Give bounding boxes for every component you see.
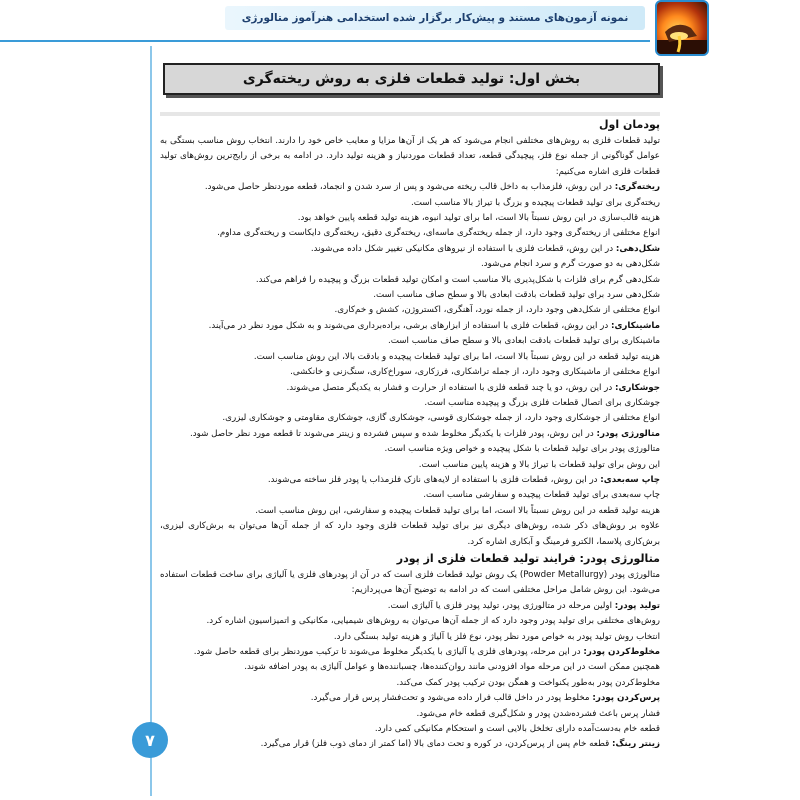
pm-english-term: (Powder Metallurgy) — [519, 569, 608, 580]
line-text: هزینه قالب‌سازی در این روش نسبتاً بالا است، اما برای تولید انبوه، هزینه تولید قطعه پایین خواهد بود. — [297, 213, 660, 224]
line-text: در این روش، فلزمذاب به داخل قالب ریخته می‌شود و پس از سرد شدن و انجماد، قطعه موردنظر حاصل می‌شود. — [204, 182, 615, 193]
text-line — [160, 645, 660, 660]
pm-steps-list — [160, 599, 660, 753]
line-text: این روش برای تولید قطعات با تیراژ بالا و هزینه پایین مناسب است. — [418, 459, 660, 470]
header-rule — [0, 40, 650, 42]
text-line — [160, 707, 660, 722]
line-text: مخلوط‌کردن پودر به‌طور یکنواخت و همگن بودن ترکیب پودر کمک می‌کند. — [396, 677, 660, 688]
term-label: چاپ سه‌بعدی: — [600, 474, 660, 485]
intro-paragraph: تولید قطعات فلزی به روش‌های مختلفی انجام می‌شود که هر یک از آن‌ها مزایا و معایب خاص خود را دارند. انتخاب روش مناسب بستگی به عوامل گوناگونی از جمله نوع فلز، پیچیدگی قطعه، تعداد قطعات موردنیاز و هزینه تولید دارد. در ادامه به برخی از رایج‌ترین روش‌های تولید قطعات فلزی اشاره می‌کنیم: — [160, 136, 660, 177]
text-line — [160, 257, 660, 272]
subheading-powder-metallurgy: متالورژی پودر: فرایند تولید قطعات فلزی از پودر — [396, 551, 660, 565]
line-text: اولین مرحله در متالورژی پودر، تولید پودر فلزی یا آلیاژی است. — [387, 600, 615, 611]
line-text: انواع مختلفی از ماشینکاری وجود دارد، از جمله تراشکاری، فرزکاری، سوراخ‌کاری، سنگ‌زنی و خانکشی. — [290, 367, 660, 378]
section-title: بخش اول: تولید قطعات فلزی به روش ریخته‌گری — [242, 71, 581, 87]
header-banner — [225, 6, 645, 30]
term-label: پرس‌کردن پودر: — [592, 693, 660, 704]
text-line — [160, 211, 660, 226]
text-line — [160, 504, 660, 519]
term-label: جوشکاری: — [614, 382, 660, 393]
main-content — [160, 112, 660, 797]
text-line — [160, 458, 660, 473]
term-label: مخلوط‌کردن پودر: — [583, 647, 660, 657]
pm-intro-start: متالورژی پودر — [607, 569, 660, 580]
line-text: شکل‌دهی سرد برای تولید قطعات بادقت ابعادی بالا و سطح صاف مناسب است. — [373, 290, 660, 301]
text-line — [160, 365, 660, 380]
line-text: در این روش، قطعات فلزی با استفاده از ابزارهای برشی، براده‌برداری می‌شوند و به شکل مورد نظر در می‌آیند. — [208, 320, 611, 331]
foundry-photo — [655, 0, 709, 56]
text-line — [160, 599, 660, 614]
text-line — [160, 226, 660, 241]
line-text: ماشینکاری برای تولید قطعات بادقت ابعادی بالا و سطح صاف مناسب است. — [387, 336, 660, 347]
term-label: ماشینکاری: — [610, 320, 660, 331]
line-text: روش‌های مختلفی برای تولید پودر وجود دارد که از جمله آن‌ها می‌توان به روش‌های شیمیایی، مکانیکی و اتمیزاسیون اشاره کرد. — [206, 616, 660, 627]
line-text: قطعه خام به‌دست‌آمده دارای تخلخل بالایی است و استحکام مکانیکی کمی دارد. — [374, 724, 660, 735]
pm-intro-end: یک روش تولید قطعات فلزی است که در آن از پودرهای فلزی یا آلیاژی برای ساخت قطعات استفاده می‌شود. این روش شامل مراحل مختلفی است که در ادامه به توضیح آن‌ها می‌پردازیم: — [160, 569, 660, 596]
text-line — [160, 196, 660, 211]
term-label: تولید پودر: — [614, 600, 660, 611]
term-label: زینتر رینگ: — [612, 739, 660, 750]
text-line — [160, 442, 660, 457]
line-text: متالورژی پودر برای تولید قطعات با شکل پیچیده و خواص ویژه مناسب است. — [384, 444, 660, 455]
text-line — [160, 396, 660, 411]
line-text: قطعه خام پس از پرس‌کردن، در کوره و تحت دمای بالا (اما کمتر از دمای ذوب فلز) قرار می‌گیرد. — [260, 739, 613, 750]
text-line — [160, 473, 660, 488]
text-line — [160, 319, 660, 334]
line-text: در این روش، دو یا چند قطعه فلزی با استفاده از حرارت و فشار به یکدیگر متصل می‌شوند. — [286, 382, 615, 393]
line-text: در این روش، قطعات فلزی با استفاده از نیروهای مکانیکی تغییر شکل داده می‌شوند. — [310, 243, 616, 254]
text-line — [160, 676, 660, 691]
page-header — [0, 0, 800, 44]
text-line — [160, 691, 660, 706]
text-line — [160, 660, 660, 675]
content-top-bar — [160, 112, 660, 116]
text-line — [160, 288, 660, 303]
line-text: در این مرحله، پودرهای فلزی یا آلیاژی با یکدیگر مخلوط می‌شوند تا ترکیب موردنظر برای قطعه حاصل شود. — [193, 647, 584, 657]
methods-list — [160, 180, 660, 519]
line-text: انواع مختلفی از ریخته‌گری وجود دارد، از جمله ریخته‌گری ماسه‌ای، ریخته‌گری دقیق، ریخته‌گری دایکاست و ریخته‌گری مداوم. — [217, 228, 660, 239]
section-heading — [163, 63, 660, 95]
text-line — [160, 488, 660, 503]
text-line — [160, 630, 660, 645]
line-text: انواع مختلفی از جوشکاری وجود دارد، از جمله جوشکاری قوسی، جوشکاری گازی، جوشکاری مقاومتی و جوشکاری لیزری. — [222, 413, 660, 424]
text-line — [160, 411, 660, 426]
text-line — [160, 303, 660, 318]
line-text: مخلوط پودر در داخل قالب فرار داده می‌شود و تحت‌فشار پرس قرار می‌گیرد. — [310, 693, 593, 704]
text-line — [160, 273, 660, 288]
line-text: ریخته‌گری برای تولید قطعات پیچیده و بزرگ با تیراژ بالا مناسب است. — [410, 197, 660, 208]
line-text: شکل‌دهی به دو صورت گرم و سرد انجام می‌شود. — [480, 259, 660, 270]
line-text: انواع مختلفی از شکل‌دهی وجود دارد، از جمله نورد، آهنگری، اکستروژن، کشش و خم‌کاری. — [334, 305, 660, 316]
text-line — [160, 242, 660, 257]
header-title: نمونه آزمون‌های مستند و پیش‌کار برگزار شده استخدامی هنرآموز متالورژی — [241, 12, 629, 24]
term-label: متالورژی پودر: — [596, 428, 660, 439]
line-text: هزینه تولید قطعه در این روش نسبتاً بالا است، اما برای تولید قطعات پیچیده و بادقت بالا، این روش مناسب است. — [253, 351, 660, 362]
line-text: هزینه تولید قطعه در این روش نسبتاً بالا است، اما برای تولید قطعات پیچیده و سفارشی، این روش مناسب است. — [255, 505, 660, 516]
text-line — [160, 614, 660, 629]
line-text: در این روش، پودر فلزات با یکدیگر مخلوط شده و سپس فشرده و زینتر می‌شوند تا قطعه مورد نظر حاصل شود. — [190, 428, 597, 439]
line-text: انتخاب روش تولید پودر به خواص مورد نظر پودر، نوع فلز یا آلیاژ و هزینه تولید بستگی دارد. — [333, 631, 660, 642]
margin-rule — [150, 46, 152, 796]
text-line — [160, 737, 660, 752]
term-label: ریخته‌گری: — [614, 182, 660, 193]
line-text: در این روش، قطعات فلزی با استفاده از لایه‌های نازک فلزمذاب یا پودر فلز ساخته می‌شوند. — [267, 474, 601, 485]
term-label: شکل‌دهی: — [615, 243, 660, 254]
text-line — [160, 722, 660, 737]
text-line — [160, 427, 660, 442]
text-line — [160, 180, 660, 195]
line-text: فشار پرس باعث فشرده‌شدن پودر و شکل‌گیری قطعه خام می‌شود. — [416, 708, 660, 719]
text-line — [160, 350, 660, 365]
extra-methods-paragraph: علاوه بر روش‌های ذکر شده، روش‌های دیگری نیز برای تولید قطعات فلزی وجود دارد که از جمله آن‌ها می‌توان به برش‌کاری لیزری، برش‌کاری پلاسما، الکترو فرمینگ و آبکاری اشاره کرد. — [160, 521, 660, 547]
pm-intro-paragraph — [160, 568, 660, 599]
molten-metal-icon — [657, 2, 707, 54]
subheading-module: پودمان اول — [599, 118, 660, 131]
page-number: ۷ — [132, 722, 168, 758]
text-line — [160, 381, 660, 396]
line-text: جوشکاری برای اتصال قطعات فلزی بزرگ و پیچیده مناسب است. — [424, 397, 660, 408]
text-line — [160, 334, 660, 349]
line-text: همچنین ممکن است در این مرحله مواد افزودنی مانند روان‌کننده‌ها، چسباننده‌ها و عوامل آلیاژی به پودر اضافه شوند. — [244, 662, 660, 673]
line-text: شکل‌دهی گرم برای فلزات با شکل‌پذیری بالا مناسب است و امکان تولید قطعات بزرگ و پیچیده را فراهم می‌کند. — [255, 274, 660, 285]
line-text: چاپ سه‌بعدی برای تولید قطعات پیچیده و سفارشی مناسب است. — [423, 490, 660, 501]
